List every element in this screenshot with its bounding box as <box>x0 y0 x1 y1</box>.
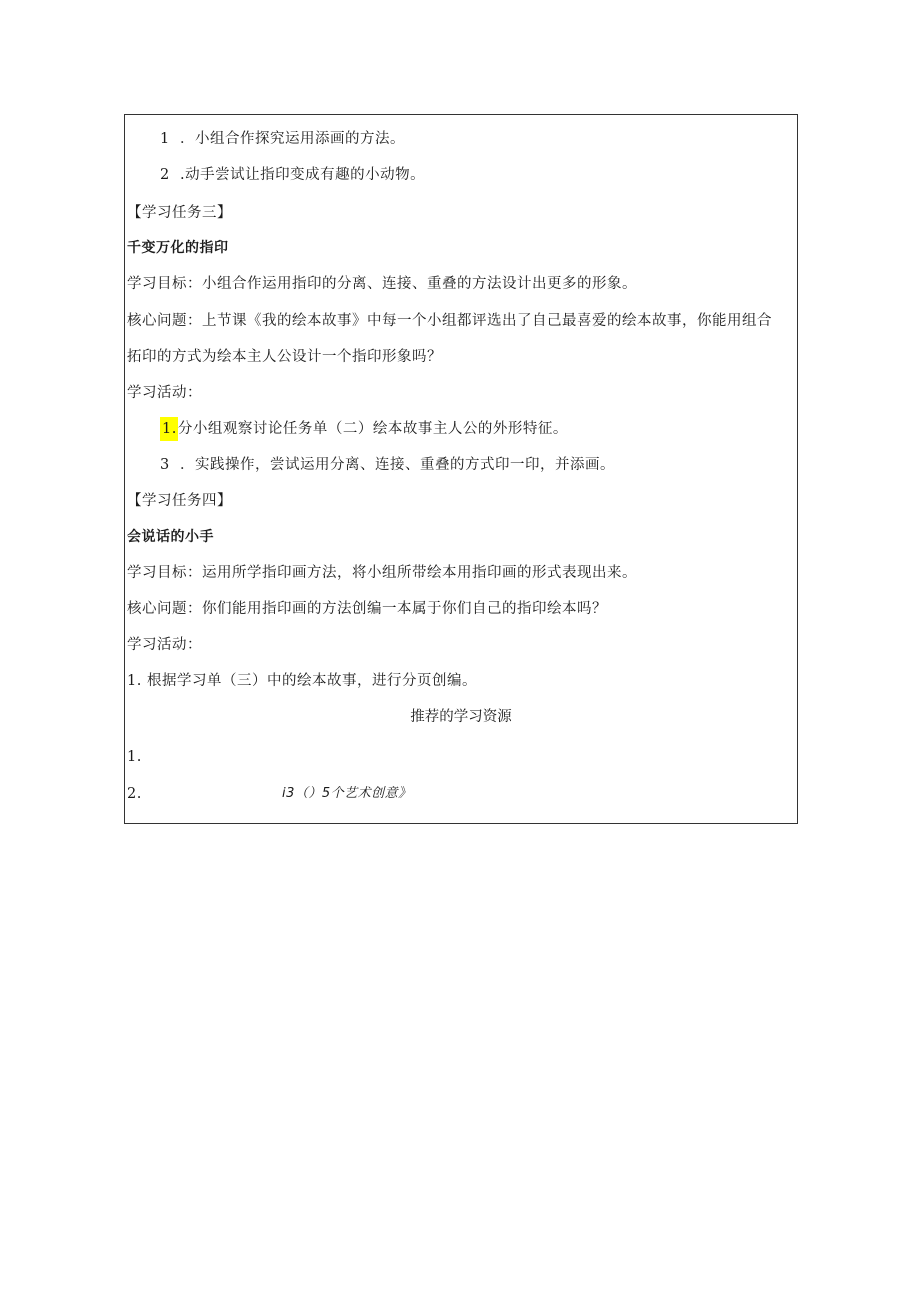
resource-2-title: i3（）5个艺术创意》 <box>282 786 412 801</box>
task3-activity-label: 学习活动： <box>127 385 202 401</box>
resource-1: 1. <box>127 749 142 765</box>
task4-activity-1: 1. 根据学习单（三）中的绘本故事，进行分页创编。 <box>127 673 477 689</box>
resource-2: 2. i3（）5个艺术创意》 <box>127 786 412 802</box>
task3-activity-1: 1.分小组观察讨论任务单（二）绘本故事主人公的外形特征。 <box>160 420 568 441</box>
resources-title: 推荐的学习资源 <box>410 709 512 725</box>
task3-question-line2: 拓印的方式为绘本主人公设计一个指印形象吗？ <box>127 349 442 365</box>
step-2: 2 .动手尝试让指印变成有趣的小动物。 <box>160 167 426 183</box>
task4-heading: 【学习任务四】 <box>127 493 232 509</box>
task4-title: 会说话的小手 <box>127 529 214 545</box>
highlight-mark: 1. <box>160 417 178 441</box>
task4-activity-label: 学习活动： <box>127 637 202 653</box>
lesson-plan-box <box>124 114 798 824</box>
task3-goal: 学习目标：小组合作运用指印的分离、连接、重叠的方法设计出更多的形象。 <box>127 276 637 292</box>
task3-question-line1: 核心问题：上节课《我的绘本故事》中每一个小组都评选出了自己最喜爱的绘本故事，你能用组合 <box>127 313 772 329</box>
task4-question: 核心问题：你们能用指印画的方法创编一本属于你们自己的指印绘本吗？ <box>127 601 607 617</box>
task4-goal: 学习目标：运用所学指印画方法，将小组所带绘本用指印画的形式表现出来。 <box>127 565 637 581</box>
step-1: 1 ．小组合作探究运用添画的方法。 <box>160 131 405 147</box>
task3-heading: 【学习任务三】 <box>127 205 232 221</box>
task3-activity-3: 3 ．实践操作，尝试运用分离、连接、重叠的方式印一印，并添画。 <box>160 457 615 473</box>
task3-title: 千变万化的指印 <box>127 240 229 256</box>
